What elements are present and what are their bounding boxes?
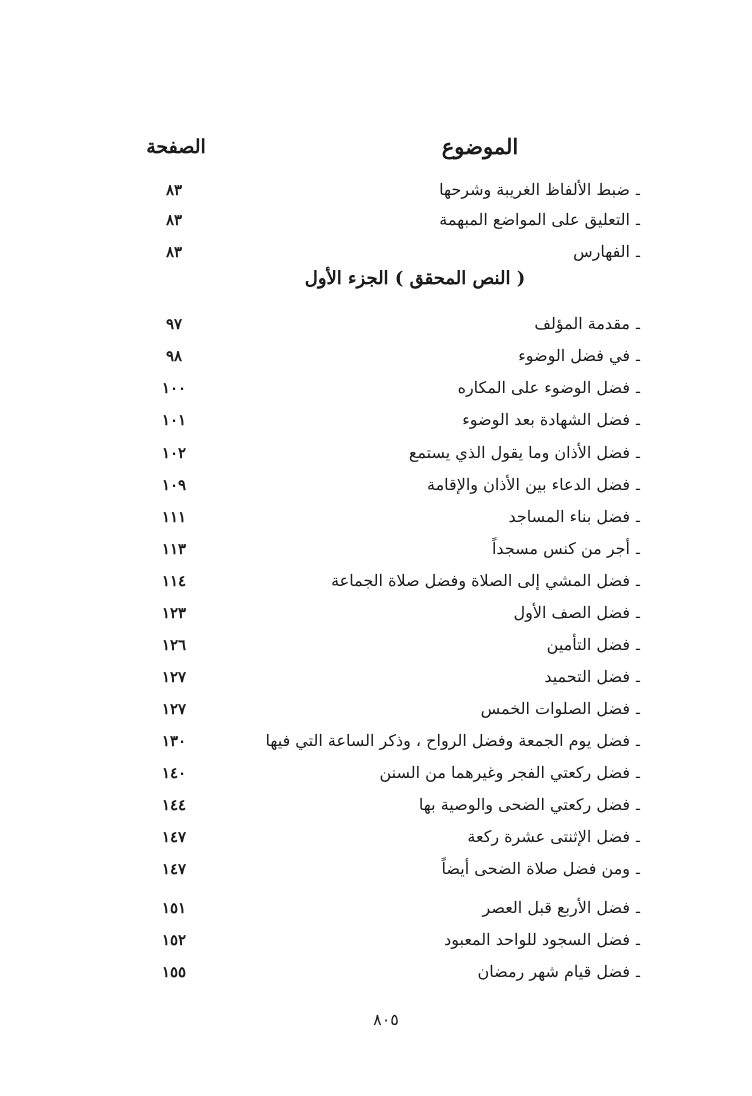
toc-entry: [0, 533, 752, 565]
entry-page: ١١٤: [161, 572, 187, 590]
entry-page: ٨٣: [165, 181, 183, 199]
toc-entry: [0, 437, 752, 469]
entry-page: ١٠٢: [161, 444, 187, 462]
entry-page: ٨٣: [165, 243, 183, 261]
toc-entry: [0, 372, 752, 404]
entry-dash: ـ: [635, 965, 640, 981]
column-header-topic: الموضوع: [441, 134, 519, 159]
entry-dash: ـ: [635, 670, 640, 686]
entry-page: ١٣٠: [161, 732, 187, 750]
entry-title: في فضل الوضوء: [518, 346, 630, 365]
footer-page-number: ٨٠٥: [373, 1010, 399, 1029]
entry-title: فضل الأربع قبل العصر: [482, 898, 630, 917]
entry-dash: ـ: [635, 542, 640, 558]
entry-title: فضل المشي إلى الصلاة وفضل صلاة الجماعة: [331, 571, 630, 590]
toc-entry: [0, 853, 752, 885]
entry-dash: ـ: [635, 413, 640, 429]
entry-dash: ـ: [635, 510, 640, 526]
entry-title: فضل الصلوات الخمس: [480, 699, 630, 718]
entry-title: فضل ركعتي الضحى والوصية بها: [418, 795, 630, 814]
entry-title: فضل الإثنتى عشرة ركعة: [467, 827, 630, 846]
entry-page: ١٢٧: [161, 668, 187, 686]
entry-title: فضل ركعتي الفجر وغيرهما من السنن: [379, 763, 630, 782]
toc-entry: [0, 789, 752, 821]
toc-entry: [0, 924, 752, 956]
entry-title: الفهارس: [573, 242, 630, 261]
entry-title: فضل الوضوء على المكاره: [457, 378, 630, 397]
entry-dash: ـ: [635, 183, 640, 199]
toc-entry: [0, 597, 752, 629]
toc-entry: [0, 956, 752, 988]
section-heading: ( النص المحقق ) الجزء الأول: [304, 268, 526, 289]
entry-dash: ـ: [635, 830, 640, 846]
toc-entry: [0, 565, 752, 597]
entry-page: ٨٣: [165, 211, 183, 229]
entry-page: ١٤٤: [161, 796, 187, 814]
entry-page: ١٢٦: [161, 636, 187, 654]
entry-title: فضل التأمين: [546, 635, 630, 654]
column-header-page: الصفحة: [146, 136, 206, 158]
entry-page: ١٥١: [161, 899, 187, 917]
entry-title: ضبط الألفاظ الغريبة وشرحها: [439, 180, 630, 199]
entry-dash: ـ: [635, 381, 640, 397]
entry-dash: ـ: [635, 349, 640, 365]
entry-title: فضل السجود للواحد المعبود: [444, 930, 630, 949]
toc-entry: [0, 204, 752, 236]
entry-dash: ـ: [635, 574, 640, 590]
toc-entry: [0, 308, 752, 340]
entry-page: ٩٧: [165, 315, 183, 333]
entry-dash: ـ: [635, 245, 640, 261]
toc-entry: [0, 404, 752, 436]
toc-entry: [0, 174, 752, 206]
entry-title: فضل الأذان وما يقول الذي يستمع: [408, 443, 630, 462]
entry-dash: ـ: [635, 606, 640, 622]
entry-title: فضل يوم الجمعة وفضل الرواح ، وذكر الساعة التي فيها: [265, 731, 630, 750]
entry-dash: ـ: [635, 702, 640, 718]
entry-title: أجر من كنس مسجداً: [491, 539, 630, 558]
entry-dash: ـ: [635, 638, 640, 654]
entry-page: ١٢٧: [161, 700, 187, 718]
entry-page: ١٠٠: [161, 379, 187, 397]
entry-page: ١٥٥: [161, 963, 187, 981]
toc-entry: [0, 501, 752, 533]
entry-title: فضل التحميد: [544, 667, 630, 686]
entry-page: ١٤٧: [161, 860, 187, 878]
entry-title: فضل بناء المساجد: [508, 507, 630, 526]
entry-dash: ـ: [635, 766, 640, 782]
entry-page: ١٤٧: [161, 828, 187, 846]
toc-entry: [0, 661, 752, 693]
toc-entry: [0, 757, 752, 789]
toc-entry: [0, 725, 752, 757]
toc-entry: [0, 236, 752, 268]
entry-title: التعليق على المواضع المبهمة: [439, 210, 630, 229]
toc-entry: [0, 629, 752, 661]
entry-page: ١٢٣: [161, 604, 187, 622]
entry-dash: ـ: [635, 446, 640, 462]
toc-entry: [0, 892, 752, 924]
entry-title: فضل الدعاء بين الأذان والإقامة: [427, 475, 630, 494]
entry-dash: ـ: [635, 862, 640, 878]
entry-title: ومن فضل صلاة الضحى أيضاً: [441, 859, 630, 878]
entry-page: ١٤٠: [161, 764, 187, 782]
toc-entry: [0, 340, 752, 372]
entry-page: ١٠٩: [161, 476, 187, 494]
entry-title: فضل الصف الأول: [513, 603, 630, 622]
entry-page: ١١١: [161, 508, 187, 526]
entry-page: ٩٨: [165, 347, 183, 365]
toc-entry: [0, 469, 752, 501]
toc-entry: [0, 821, 752, 853]
toc-entry: [0, 693, 752, 725]
entry-dash: ـ: [635, 317, 640, 333]
entry-dash: ـ: [635, 478, 640, 494]
entry-title: فضل قيام شهر رمضان: [477, 962, 630, 981]
entry-dash: ـ: [635, 734, 640, 750]
entry-dash: ـ: [635, 798, 640, 814]
entry-dash: ـ: [635, 213, 640, 229]
entry-dash: ـ: [635, 933, 640, 949]
entry-title: فضل الشهادة بعد الوضوء: [462, 410, 630, 429]
entry-page: ١٠١: [161, 411, 187, 429]
entry-title: مقدمة المؤلف: [534, 314, 630, 333]
entry-page: ١١٣: [161, 540, 187, 558]
entry-page: ١٥٢: [161, 931, 187, 949]
entry-dash: ـ: [635, 901, 640, 917]
